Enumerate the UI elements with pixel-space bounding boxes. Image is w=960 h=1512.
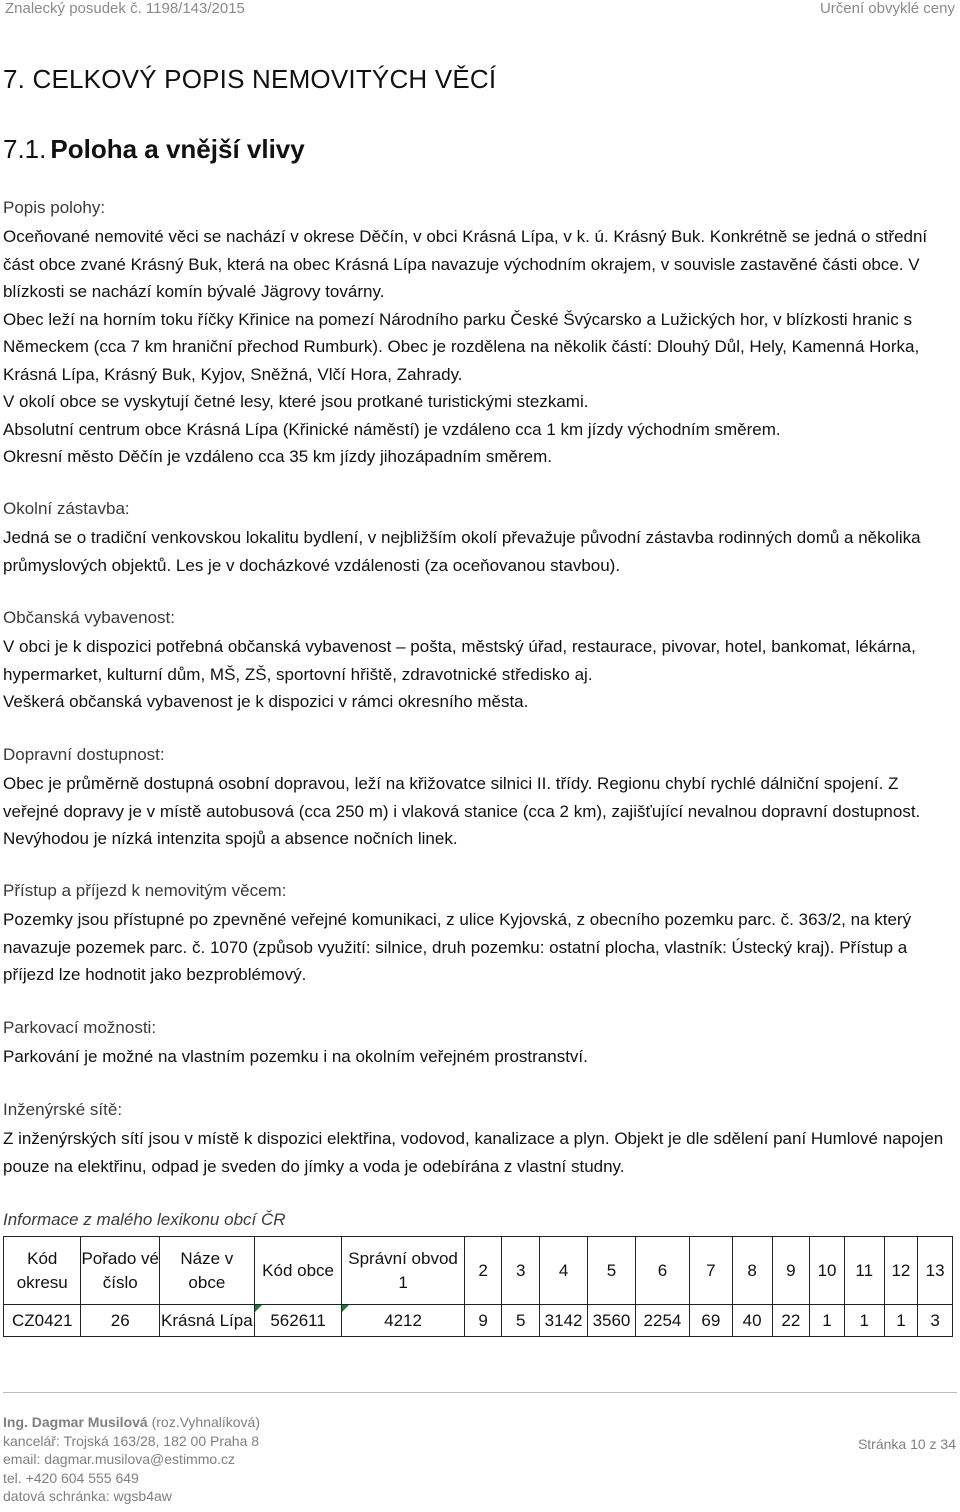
- footer-office: kancelář: Trojská 163/28, 182 00 Praha 8: [3, 1432, 260, 1449]
- table-header-cell: 6: [635, 1237, 689, 1305]
- table-cell: 1: [884, 1305, 918, 1337]
- lexicon-table: [3, 1236, 953, 1337]
- footer-email: email: dagmar.musilova@estimmo.cz: [3, 1451, 236, 1467]
- section-lexikon: [3, 1208, 958, 1232]
- paragraph: Obec leží na horním toku říčky Křinice na pomezí Národního parku České Švýcarsko a Lužických hor, v blízkosti hranic s Německem (cca 7 km hraniční přechod Rumburk). Obec je rozdělena na několik částí: Dlouhý Důl, Hely, Kamenná Horka, Krásná Lípa, Krásný Buk, Kyjov, Sněžná, Vlčí Hora, Zahrady.: [3, 309, 920, 384]
- table-cell: 4212: [342, 1305, 464, 1337]
- table-cell: 40: [732, 1305, 772, 1337]
- table-header-cell: 3: [502, 1237, 540, 1305]
- table-cell: 3: [918, 1305, 953, 1337]
- paragraph: Jedná se o tradiční venkovskou lokalitu bydlení, v nejbližším okolí převažuje původní zástavba rodinných domů a několika průmyslových objektů. Les je v docházkové vzdálenosti (za oceňovanou stavbou).: [3, 528, 921, 575]
- table-cell: 69: [689, 1305, 732, 1337]
- label-site: Inženýrské sítě:: [3, 1100, 123, 1119]
- page-footer: [3, 1413, 260, 1506]
- chapter-heading: 7. CELKOVÝ POPIS NEMOVITÝCH VĚCÍ: [3, 64, 497, 94]
- table-cell: 3142: [540, 1305, 588, 1337]
- footer-phone: tel. +420 604 555 649: [3, 1469, 139, 1486]
- label-doprava: Dopravní dostupnost:: [3, 745, 165, 764]
- section-parkovani: [3, 1016, 958, 1071]
- section-site: [3, 1098, 958, 1180]
- table-header-cell: 4: [540, 1237, 588, 1305]
- paragraph: Oceňované nemovité věci se nachází v okrese Děčín, v obci Krásná Lípa, v k. ú. Krásný Buk. Konkrétně se jedná o střední část obce zvané Krásný Buk, která na obec Krásná Lípa navazuje východním okrajem, v souvisle zastavěné části obce. V blízkosti se nachází komín bývalé Jägrovy továrny.: [3, 227, 928, 301]
- table-header-cell: Kód okresu: [4, 1237, 81, 1305]
- table-header-cell: 13: [918, 1237, 953, 1305]
- label-lexikon: Informace z malého lexikonu obcí ČR: [3, 1210, 286, 1229]
- footer-author: [3, 1413, 260, 1432]
- table-header-cell: 7: [689, 1237, 732, 1305]
- table-cell: 5: [502, 1305, 540, 1337]
- table-header-row: [4, 1237, 953, 1305]
- table-cell: CZ0421: [4, 1305, 81, 1337]
- table-cell: 1: [844, 1305, 884, 1337]
- paragraph: Absolutní centrum obce Krásná Lípa (Křinické náměstí) je vzdáleno cca 1 km jízdy východním směrem.: [3, 419, 781, 439]
- footer-databox: datová schránka: wgsb4aw: [3, 1488, 172, 1504]
- section-number: 7.1.: [3, 134, 47, 164]
- paragraph: Z inženýrských sítí jsou v místě k dispozici elektřina, vodovod, kanalizace a plyn. Objekt je dle sdělení paní Humlové napojen pouze na elektřinu, odpad je sveden do jímky a voda je odebírána z vlastní studny.: [3, 1129, 944, 1176]
- section-heading: [3, 134, 305, 165]
- paragraph: Obec je průměrně dostupná osobní dopravou, leží na křižovatce silnici II. třídy. Regionu chybí rychlé dálniční spojení. Z veřejné dopravy je v místě autobusová (cca 250 m) i vlaková stanice (cca 2 km), zajišťující nevalnou dopravní dostupnost. Nevýhodou je nízká intenzita spojů a absence nočních linek.: [3, 774, 921, 848]
- table-cell: 26: [81, 1305, 159, 1337]
- label-vybavenost: Občanská vybavenost:: [3, 608, 175, 627]
- header-document-id: Znalecký posudek č. 1198/143/2015: [5, 0, 245, 17]
- table-header-cell: Správní obvod 1: [342, 1237, 464, 1305]
- table-cell: 562611: [254, 1305, 342, 1337]
- footer-name: Ing. Dagmar Musilová: [3, 1414, 148, 1430]
- table-header-cell: 9: [772, 1237, 810, 1305]
- paragraph: Okresní město Děčín je vzdáleno cca 35 km jízdy jihozápadním směrem.: [3, 447, 552, 466]
- section-zastavba: [3, 497, 958, 579]
- table-row: [4, 1305, 953, 1337]
- label-pristup: Přístup a příjezd k nemovitým věcem:: [3, 881, 287, 900]
- table-header-cell: 5: [588, 1237, 636, 1305]
- table-header-cell: 10: [810, 1237, 845, 1305]
- footer-name-suffix: (roz.Vyhnalíková): [151, 1414, 261, 1430]
- table-cell: 1: [810, 1305, 845, 1337]
- paragraph: V okolí obce se vyskytují četné lesy, které jsou protkané turistickými stezkami.: [3, 392, 589, 411]
- section-doprava: [3, 743, 958, 853]
- table-cell: 22: [772, 1305, 810, 1337]
- table-cell: 2254: [635, 1305, 689, 1337]
- table-header-cell: Kód obce: [254, 1237, 342, 1305]
- table-header-cell: Pořado vé číslo: [81, 1237, 159, 1305]
- section-vybavenost: [3, 606, 958, 716]
- paragraph: Pozemky jsou přístupné po zpevněné veřejné komunikaci, z ulice Kyjovská, z obecního pozemku parc. č. 363/2, na který navazuje pozemek parc. č. 1070 (způsob využití: silnice, druh pozemku: ostatní plocha, vlastník: Ústecký kraj). Přístup a příjezd lze hodnotit jako bezproblémový.: [3, 910, 912, 984]
- section-pristup: [3, 879, 958, 989]
- table-cell: Krásná Lípa: [159, 1305, 254, 1337]
- label-poloha: Popis polohy:: [3, 198, 106, 217]
- header-section-title: Určení obvyklé ceny: [819, 0, 955, 17]
- paragraph: Veškerá občanská vybavenost je k dispozici v rámci okresního města.: [3, 692, 529, 711]
- section-title: Poloha a vnější vlivy: [50, 134, 305, 164]
- page-header: [5, 0, 955, 20]
- page-number: Stránka 10 z 34: [857, 1436, 956, 1452]
- section-poloha: [3, 196, 958, 471]
- paragraph: V obci je k dispozici potřebná občanská vybavenost – pošta, městský úřad, restaurace, pivovar, hotel, bankomat, lékárna, hypermarket, kulturní dům, MŠ, ZŠ, sportovní hřiště, zdravotnické středisko aj.: [3, 637, 916, 684]
- table-header-cell: 8: [732, 1237, 772, 1305]
- label-zastavba: Okolní zástavba:: [3, 499, 130, 518]
- table-header-cell: 12: [884, 1237, 918, 1305]
- table-header-cell: Náze v obce: [159, 1237, 254, 1305]
- footer-divider: [3, 1392, 957, 1393]
- table-header-cell: 11: [844, 1237, 884, 1305]
- table-cell: 9: [464, 1305, 502, 1337]
- table-header-cell: 2: [464, 1237, 502, 1305]
- table-cell: 3560: [588, 1305, 636, 1337]
- paragraph: Parkování je možné na vlastním pozemku i na okolním veřejném prostranství.: [3, 1047, 588, 1066]
- label-parkovani: Parkovací možnosti:: [3, 1018, 157, 1037]
